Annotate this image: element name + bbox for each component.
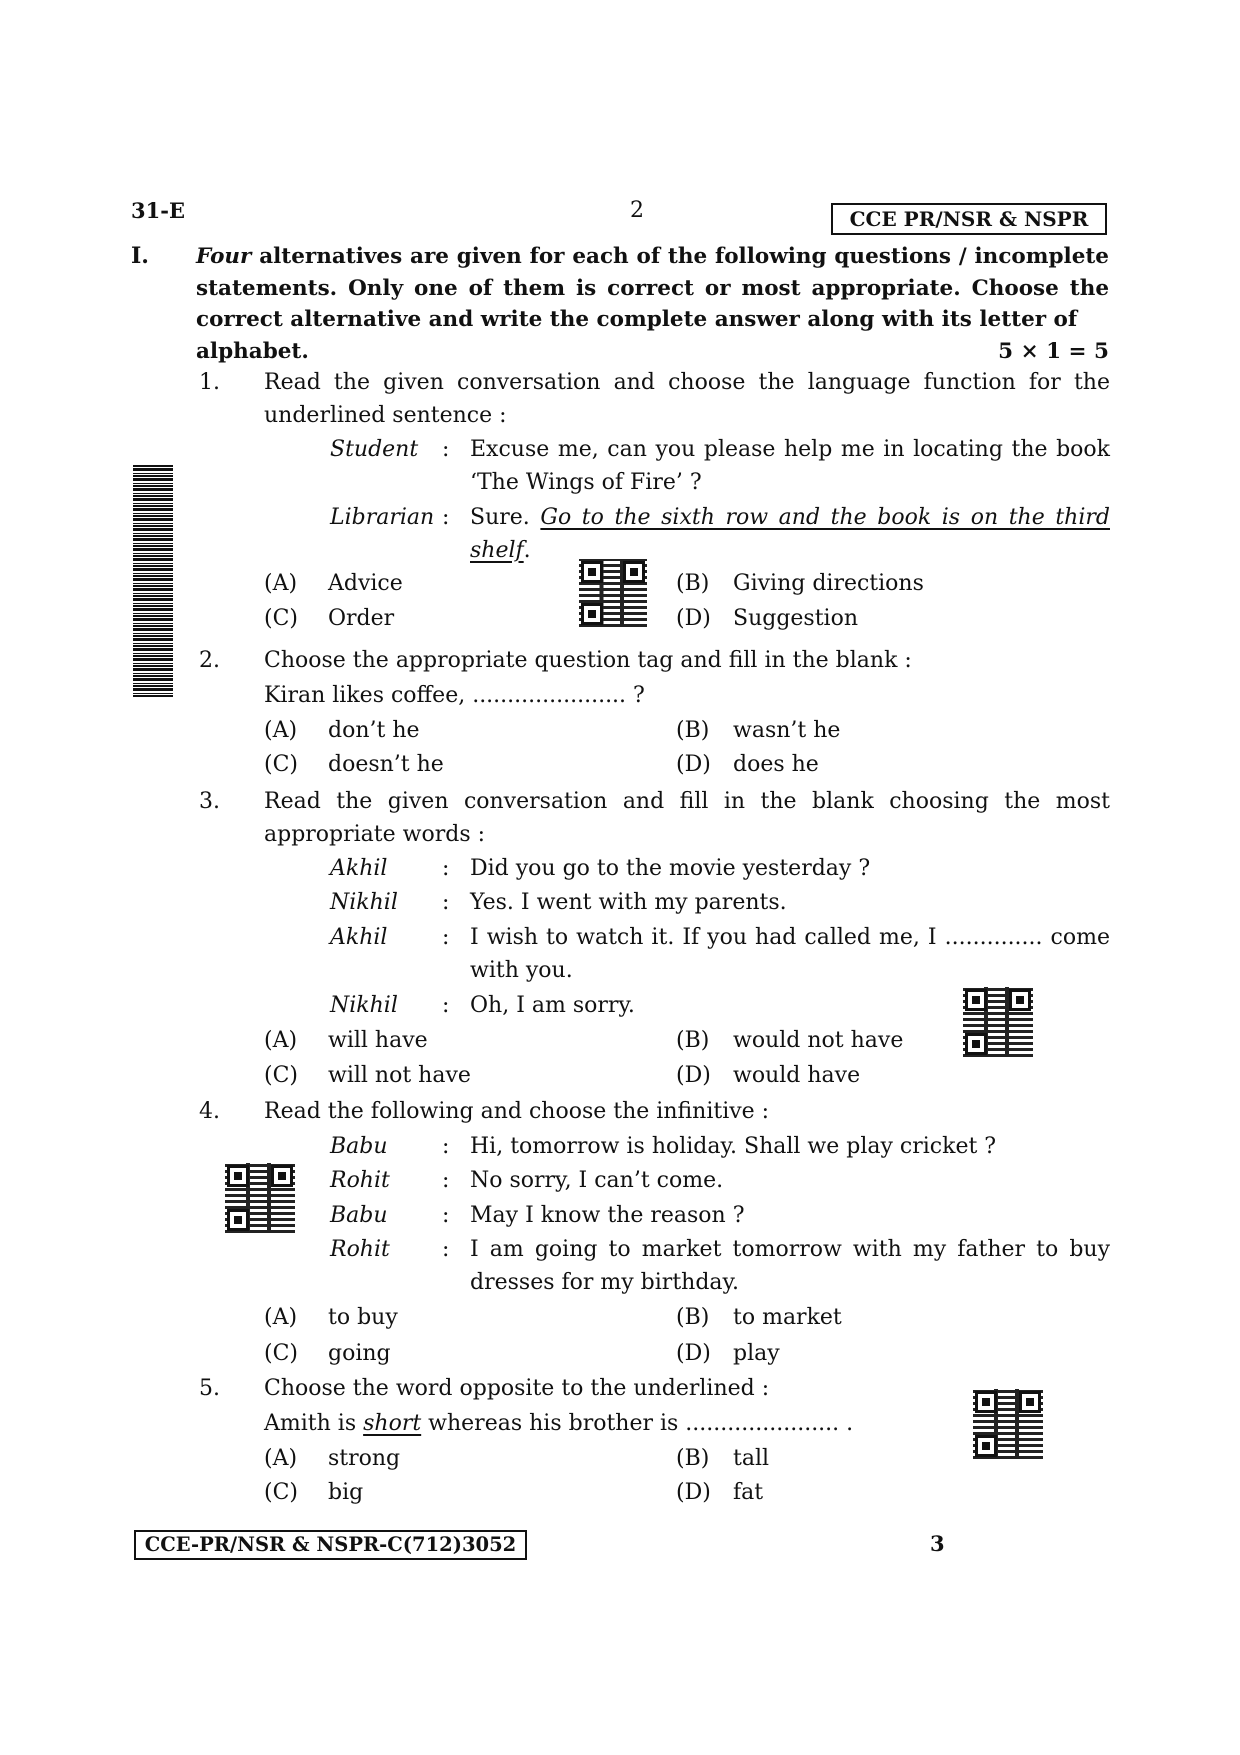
question-4-prompt: Read the following and choose the infinitive : — [264, 1099, 770, 1124]
colon: : — [442, 856, 450, 881]
qr-finder — [581, 603, 603, 625]
q3-option-c: will not have — [328, 1063, 471, 1088]
qr-finder — [227, 1209, 249, 1231]
qr-code — [224, 1162, 296, 1234]
q5-option-d: fat — [733, 1480, 764, 1505]
speaker-rohit: Rohit — [330, 1168, 390, 1193]
colon: : — [442, 890, 450, 915]
q5-post: whereas his brother is ...................... . — [421, 1411, 854, 1436]
question-1-prompt-cont: underlined sentence : — [264, 403, 507, 428]
colon: : — [442, 1134, 450, 1159]
utterance-akhil-1: Did you go to the movie yesterday ? — [470, 856, 871, 881]
speaker-nikhil: Nikhil — [330, 993, 398, 1018]
section-instruction — [196, 241, 1109, 367]
question-5-number: 5. — [199, 1376, 220, 1401]
colon: : — [442, 925, 450, 950]
colon: : — [442, 1203, 450, 1228]
underlined-sentence: Go to the sixth row and the book is on the third — [540, 505, 1110, 530]
utterance-akhil-2: I wish to watch it. If you had called me, I .............. come — [470, 925, 1110, 950]
colon: : — [442, 993, 450, 1018]
qr-finder — [623, 561, 645, 583]
speaker-student: Student — [330, 437, 419, 462]
utterance-rohit-1: No sorry, I can’t come. — [470, 1168, 724, 1193]
q5-option-b: tall — [733, 1446, 770, 1471]
utterance-akhil-2-cont: with you. — [470, 958, 573, 983]
question-3-number: 3. — [199, 789, 220, 814]
question-3-prompt: Read the given conversation and fill in the blank choosing the most — [264, 789, 1110, 814]
librarian-plain: Sure. — [470, 505, 530, 530]
option-letter-c: (C) — [264, 752, 298, 777]
option-letter-a: (A) — [264, 571, 298, 596]
utterance-student: Excuse me, can you please help me in locating the book — [470, 437, 1110, 462]
q1-option-c: Order — [328, 606, 395, 631]
paper-code: 31-E — [131, 198, 185, 223]
qr-code — [578, 558, 648, 628]
option-letter-a: (A) — [264, 1028, 298, 1053]
qr-finder — [975, 1391, 997, 1413]
q4-option-d: play — [733, 1341, 780, 1366]
period: . — [523, 538, 531, 563]
speaker-babu: Babu — [330, 1203, 388, 1228]
q3-option-b: would not have — [733, 1028, 904, 1053]
page-number: 2 — [630, 198, 644, 223]
q2-option-a: don’t he — [328, 718, 420, 743]
speaker-babu: Babu — [330, 1134, 388, 1159]
option-letter-d: (D) — [676, 606, 711, 631]
option-letter-a: (A) — [264, 1305, 298, 1330]
colon: : — [442, 505, 450, 530]
speaker-nikhil: Nikhil — [330, 890, 398, 915]
utterance-rohit-2-cont: dresses for my birthday. — [470, 1270, 740, 1295]
utterance-babu-2: May I know the reason ? — [470, 1203, 745, 1228]
footer-code-box: CCE-PR/NSR & NSPR-C(712)3052 — [134, 1530, 527, 1560]
q3-option-d: would have — [733, 1063, 861, 1088]
instruction-lead: Four — [196, 244, 252, 269]
utterance-babu-1: Hi, tomorrow is holiday. Shall we play cricket ? — [470, 1134, 997, 1159]
colon: : — [442, 437, 450, 462]
qr-code — [972, 1388, 1044, 1460]
option-letter-b: (B) — [676, 1028, 710, 1053]
option-letter-b: (B) — [676, 1305, 710, 1330]
utterance-librarian-cont — [470, 535, 531, 566]
option-letter-c: (C) — [264, 606, 298, 631]
colon: : — [442, 1237, 450, 1262]
q1-option-a: Advice — [328, 571, 403, 596]
question-1-prompt: Read the given conversation and choose the language function for the — [264, 370, 1110, 395]
option-letter-c: (C) — [264, 1063, 298, 1088]
option-letter-d: (D) — [676, 1480, 711, 1505]
option-letter-d: (D) — [676, 752, 711, 777]
q5-pre: Amith is — [264, 1411, 364, 1436]
qr-finder — [965, 1033, 987, 1055]
option-letter-c: (C) — [264, 1341, 298, 1366]
q4-option-b: to market — [733, 1305, 842, 1330]
question-3-prompt-cont: appropriate words : — [264, 822, 486, 847]
speaker-akhil: Akhil — [330, 925, 388, 950]
colon: : — [442, 1168, 450, 1193]
utterance-rohit-2: I am going to market tomorrow with my father to buy — [470, 1237, 1110, 1262]
speaker-librarian: Librarian — [330, 505, 435, 530]
underlined-sentence-cont: shelf — [470, 538, 524, 563]
section-number: I. — [131, 243, 149, 269]
q5-underlined-word: short — [363, 1411, 422, 1436]
speaker-rohit: Rohit — [330, 1237, 390, 1262]
qr-finder — [227, 1165, 249, 1187]
option-letter-c: (C) — [264, 1480, 298, 1505]
qr-finder — [271, 1165, 293, 1187]
question-4-number: 4. — [199, 1099, 220, 1124]
option-letter-a: (A) — [264, 718, 298, 743]
qr-finder — [975, 1435, 997, 1457]
marks-scheme: 5 × 1 = 5 — [998, 338, 1109, 364]
question-2-sentence: Kiran likes coffee, ...................... ? — [264, 683, 645, 708]
option-letter-b: (B) — [676, 571, 710, 596]
question-2-prompt: Choose the appropriate question tag and fill in the blank : — [264, 648, 912, 673]
utterance-student-cont: ‘The Wings of Fire’ ? — [470, 470, 702, 495]
q2-option-d: does he — [733, 752, 819, 777]
option-letter-d: (D) — [676, 1341, 711, 1366]
question-5-prompt: Choose the word opposite to the underlined : — [264, 1376, 770, 1401]
q4-option-a: to buy — [328, 1305, 398, 1330]
qr-finder — [965, 989, 987, 1011]
q3-option-a: will have — [328, 1028, 428, 1053]
utterance-nikhil-2: Oh, I am sorry. — [470, 993, 635, 1018]
utterance-nikhil-1: Yes. I went with my parents. — [470, 890, 787, 915]
q5-option-c: big — [328, 1480, 364, 1505]
barcode — [133, 465, 173, 697]
q1-option-d: Suggestion — [733, 606, 859, 631]
question-2-number: 2. — [199, 648, 220, 673]
utterance-librarian — [470, 502, 1110, 533]
footer-page-number: 3 — [930, 1531, 945, 1556]
option-letter-b: (B) — [676, 1446, 710, 1471]
instruction-body: alternatives are given for each of the following questions / incomplete statements. Only one of them is correct or most appropriate. Choose the correct alternative and write the complete answer along with its letter of — [196, 244, 1109, 332]
q4-option-c: going — [328, 1341, 391, 1366]
question-1-number: 1. — [199, 370, 220, 395]
q5-option-a: strong — [328, 1446, 401, 1471]
q1-option-b: Giving directions — [733, 571, 924, 596]
q2-option-b: wasn’t he — [733, 718, 841, 743]
exam-code-box: CCE PR/NSR & NSPR — [831, 203, 1107, 235]
option-letter-a: (A) — [264, 1446, 298, 1471]
option-letter-b: (B) — [676, 718, 710, 743]
speaker-akhil: Akhil — [330, 856, 388, 881]
qr-finder — [581, 561, 603, 583]
instruction-last-word: alphabet. — [196, 338, 309, 364]
option-letter-d: (D) — [676, 1063, 711, 1088]
question-5-sentence — [264, 1408, 853, 1439]
qr-finder — [1009, 989, 1031, 1011]
q2-option-c: doesn’t he — [328, 752, 444, 777]
qr-finder — [1019, 1391, 1041, 1413]
qr-code — [962, 986, 1034, 1058]
